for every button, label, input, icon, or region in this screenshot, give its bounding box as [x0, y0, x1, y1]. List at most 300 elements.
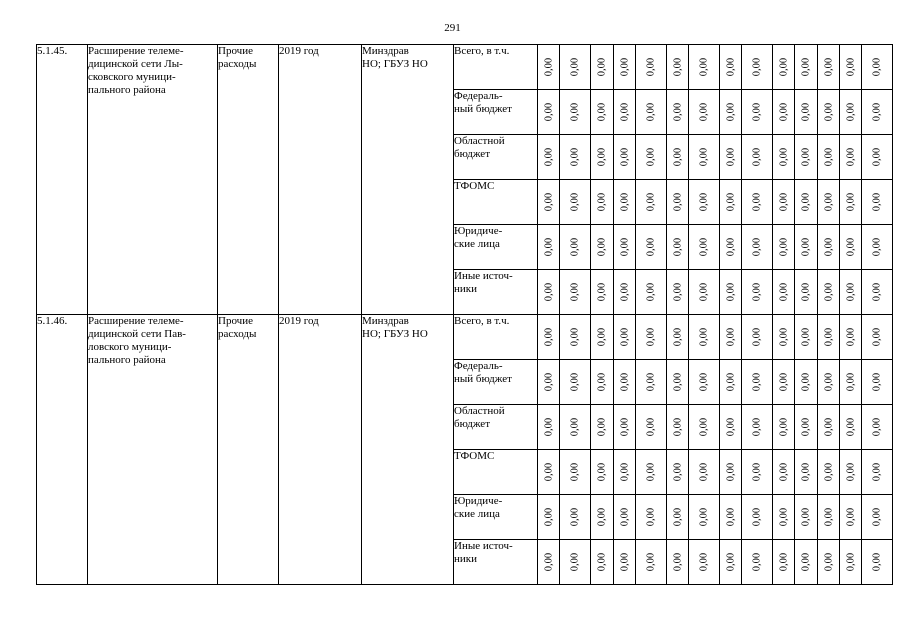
amount-value: 0,00: [871, 192, 883, 212]
amount-value: 0,00: [698, 552, 710, 572]
executor: Минздрав НО; ГБУЗ НО: [362, 45, 454, 315]
amount-cell: [773, 180, 795, 225]
amount-cell: [720, 360, 742, 405]
amount-cell: [667, 315, 689, 360]
amount-cell: [840, 405, 862, 450]
table-row: [37, 45, 893, 90]
amount-value: 0,00: [778, 147, 789, 167]
budget-table: [36, 44, 893, 585]
amount-cell: [818, 405, 840, 450]
amount-value: 0,00: [672, 57, 683, 77]
page-number: 291: [444, 22, 461, 34]
funding-source: Федераль- ный бюджет: [454, 90, 538, 135]
amount-value: 0,00: [645, 102, 657, 122]
amount-cell: [862, 135, 893, 180]
amount-value: 0,00: [823, 192, 834, 212]
amount-cell: [614, 180, 636, 225]
amount-cell: [689, 360, 720, 405]
amount-cell: [795, 405, 818, 450]
amount-value: 0,00: [596, 237, 608, 257]
amount-value: 0,00: [751, 57, 763, 77]
amount-value: 0,00: [596, 372, 608, 392]
amount-value: 0,00: [751, 462, 763, 482]
amount-cell: [538, 495, 560, 540]
amount-value: 0,00: [800, 147, 812, 167]
amount-value: 0,00: [725, 102, 736, 122]
amount-cell: [689, 45, 720, 90]
amount-value: 0,00: [725, 417, 736, 437]
amount-value: 0,00: [800, 237, 812, 257]
amount-value: 0,00: [596, 462, 608, 482]
amount-cell: [720, 45, 742, 90]
amount-cell: [636, 360, 667, 405]
amount-cell: [560, 225, 591, 270]
amount-value: 0,00: [619, 462, 630, 482]
amount-cell: [538, 405, 560, 450]
amount-value: 0,00: [645, 327, 657, 347]
amount-value: 0,00: [619, 147, 630, 167]
amount-cell: [742, 90, 773, 135]
amount-cell: [773, 90, 795, 135]
amount-value: 0,00: [672, 102, 683, 122]
amount-value: 0,00: [845, 237, 856, 257]
amount-value: 0,00: [845, 552, 856, 572]
amount-cell: [667, 90, 689, 135]
item-name: Расширение телеме- дицинской сети Лы- сковского муници- пального района: [88, 45, 218, 315]
funding-source: ТФОМС: [454, 180, 538, 225]
amount-cell: [667, 270, 689, 315]
amount-value: 0,00: [871, 282, 883, 302]
amount-cell: [614, 45, 636, 90]
amount-cell: [862, 45, 893, 90]
amount-value: 0,00: [645, 417, 657, 437]
amount-value: 0,00: [645, 372, 657, 392]
amount-value: 0,00: [751, 192, 763, 212]
amount-cell: [667, 180, 689, 225]
amount-value: 0,00: [543, 282, 554, 302]
amount-cell: [742, 315, 773, 360]
amount-cell: [795, 495, 818, 540]
amount-cell: [560, 315, 591, 360]
amount-cell: [742, 270, 773, 315]
amount-cell: [720, 315, 742, 360]
amount-cell: [636, 315, 667, 360]
amount-value: 0,00: [778, 237, 789, 257]
amount-cell: [614, 225, 636, 270]
amount-value: 0,00: [778, 507, 789, 527]
amount-value: 0,00: [871, 102, 883, 122]
amount-cell: [591, 135, 614, 180]
amount-cell: [560, 270, 591, 315]
amount-cell: [742, 45, 773, 90]
amount-value: 0,00: [778, 57, 789, 77]
amount-value: 0,00: [871, 147, 883, 167]
amount-cell: [818, 135, 840, 180]
amount-cell: [862, 540, 893, 585]
amount-cell: [862, 90, 893, 135]
amount-cell: [560, 495, 591, 540]
amount-value: 0,00: [569, 417, 581, 437]
amount-cell: [689, 180, 720, 225]
amount-cell: [591, 495, 614, 540]
amount-value: 0,00: [672, 552, 683, 572]
amount-value: 0,00: [569, 282, 581, 302]
amount-value: 0,00: [569, 237, 581, 257]
amount-cell: [840, 135, 862, 180]
amount-value: 0,00: [543, 327, 554, 347]
amount-value: 0,00: [645, 552, 657, 572]
amount-cell: [742, 540, 773, 585]
amount-cell: [773, 360, 795, 405]
amount-value: 0,00: [871, 462, 883, 482]
amount-cell: [667, 360, 689, 405]
amount-cell: [795, 360, 818, 405]
amount-value: 0,00: [845, 417, 856, 437]
year: 2019 год: [279, 45, 362, 315]
amount-cell: [689, 225, 720, 270]
amount-value: 0,00: [871, 552, 883, 572]
amount-cell: [614, 90, 636, 135]
amount-cell: [773, 450, 795, 495]
amount-value: 0,00: [543, 237, 554, 257]
amount-value: 0,00: [596, 507, 608, 527]
amount-value: 0,00: [698, 57, 710, 77]
amount-cell: [560, 450, 591, 495]
amount-value: 0,00: [800, 507, 812, 527]
amount-value: 0,00: [800, 327, 812, 347]
amount-cell: [636, 405, 667, 450]
amount-cell: [773, 315, 795, 360]
amount-cell: [614, 450, 636, 495]
amount-cell: [840, 540, 862, 585]
amount-value: 0,00: [672, 372, 683, 392]
amount-value: 0,00: [619, 507, 630, 527]
amount-value: 0,00: [823, 237, 834, 257]
amount-cell: [818, 225, 840, 270]
amount-value: 0,00: [543, 552, 554, 572]
amount-value: 0,00: [569, 102, 581, 122]
amount-cell: [614, 135, 636, 180]
amount-value: 0,00: [596, 327, 608, 347]
amount-cell: [795, 180, 818, 225]
amount-cell: [862, 360, 893, 405]
amount-cell: [795, 270, 818, 315]
amount-value: 0,00: [823, 462, 834, 482]
amount-cell: [742, 450, 773, 495]
amount-cell: [742, 360, 773, 405]
amount-cell: [538, 90, 560, 135]
amount-cell: [818, 45, 840, 90]
amount-cell: [818, 360, 840, 405]
amount-cell: [862, 225, 893, 270]
amount-value: 0,00: [800, 102, 812, 122]
amount-cell: [689, 450, 720, 495]
amount-value: 0,00: [725, 552, 736, 572]
amount-cell: [689, 405, 720, 450]
amount-value: 0,00: [619, 102, 630, 122]
amount-cell: [720, 450, 742, 495]
amount-value: 0,00: [725, 147, 736, 167]
amount-cell: [840, 225, 862, 270]
amount-cell: [614, 360, 636, 405]
amount-cell: [840, 315, 862, 360]
funding-source: Областной бюджет: [454, 135, 538, 180]
amount-value: 0,00: [871, 237, 883, 257]
amount-cell: [591, 315, 614, 360]
amount-cell: [667, 135, 689, 180]
amount-value: 0,00: [698, 417, 710, 437]
amount-value: 0,00: [569, 507, 581, 527]
amount-cell: [560, 135, 591, 180]
item-name: Расширение телеме- дицинской сети Пав- ловского муници- пального района: [88, 315, 218, 585]
funding-source: Всего, в т.ч.: [454, 45, 538, 90]
funding-source: Иные источ- ники: [454, 270, 538, 315]
amount-value: 0,00: [725, 327, 736, 347]
amount-value: 0,00: [619, 282, 630, 302]
funding-source: Федераль- ный бюджет: [454, 360, 538, 405]
amount-cell: [667, 45, 689, 90]
amount-cell: [840, 180, 862, 225]
amount-cell: [689, 495, 720, 540]
amount-cell: [636, 540, 667, 585]
amount-value: 0,00: [823, 327, 834, 347]
amount-cell: [636, 225, 667, 270]
amount-value: 0,00: [845, 507, 856, 527]
amount-cell: [795, 315, 818, 360]
amount-cell: [840, 495, 862, 540]
amount-cell: [614, 540, 636, 585]
amount-cell: [840, 90, 862, 135]
expense-type: Прочие расходы: [218, 45, 279, 315]
amount-cell: [636, 135, 667, 180]
amount-value: 0,00: [725, 507, 736, 527]
amount-cell: [773, 45, 795, 90]
amount-value: 0,00: [543, 462, 554, 482]
amount-value: 0,00: [645, 192, 657, 212]
amount-value: 0,00: [845, 57, 856, 77]
amount-cell: [795, 135, 818, 180]
amount-cell: [689, 315, 720, 360]
amount-value: 0,00: [569, 192, 581, 212]
amount-cell: [560, 540, 591, 585]
executor: Минздрав НО; ГБУЗ НО: [362, 315, 454, 585]
amount-value: 0,00: [845, 327, 856, 347]
amount-cell: [538, 45, 560, 90]
amount-value: 0,00: [871, 372, 883, 392]
amount-cell: [591, 540, 614, 585]
funding-source: Иные источ- ники: [454, 540, 538, 585]
amount-cell: [818, 495, 840, 540]
funding-source: Юридиче- ские лица: [454, 225, 538, 270]
amount-cell: [720, 405, 742, 450]
amount-value: 0,00: [672, 327, 683, 347]
amount-value: 0,00: [778, 372, 789, 392]
amount-cell: [636, 270, 667, 315]
amount-value: 0,00: [569, 57, 581, 77]
amount-value: 0,00: [569, 372, 581, 392]
amount-cell: [591, 45, 614, 90]
amount-cell: [636, 180, 667, 225]
amount-value: 0,00: [823, 57, 834, 77]
amount-value: 0,00: [845, 192, 856, 212]
amount-value: 0,00: [800, 417, 812, 437]
amount-cell: [538, 315, 560, 360]
amount-value: 0,00: [569, 327, 581, 347]
amount-value: 0,00: [725, 57, 736, 77]
amount-cell: [720, 225, 742, 270]
amount-value: 0,00: [823, 102, 834, 122]
amount-value: 0,00: [596, 147, 608, 167]
amount-cell: [795, 90, 818, 135]
amount-cell: [720, 180, 742, 225]
amount-cell: [742, 405, 773, 450]
amount-cell: [667, 405, 689, 450]
amount-value: 0,00: [645, 57, 657, 77]
amount-cell: [591, 360, 614, 405]
amount-cell: [773, 540, 795, 585]
amount-value: 0,00: [543, 102, 554, 122]
amount-value: 0,00: [871, 327, 883, 347]
amount-cell: [591, 180, 614, 225]
amount-cell: [591, 450, 614, 495]
amount-cell: [818, 90, 840, 135]
amount-value: 0,00: [800, 462, 812, 482]
amount-value: 0,00: [778, 417, 789, 437]
amount-cell: [636, 90, 667, 135]
amount-value: 0,00: [645, 462, 657, 482]
amount-cell: [538, 270, 560, 315]
amount-cell: [818, 180, 840, 225]
amount-cell: [560, 90, 591, 135]
amount-value: 0,00: [871, 57, 883, 77]
amount-value: 0,00: [596, 417, 608, 437]
amount-value: 0,00: [672, 507, 683, 527]
amount-value: 0,00: [800, 282, 812, 302]
amount-value: 0,00: [672, 147, 683, 167]
amount-value: 0,00: [543, 372, 554, 392]
amount-value: 0,00: [778, 552, 789, 572]
amount-cell: [720, 270, 742, 315]
amount-value: 0,00: [698, 192, 710, 212]
amount-cell: [840, 45, 862, 90]
amount-cell: [818, 270, 840, 315]
amount-cell: [591, 225, 614, 270]
amount-value: 0,00: [778, 462, 789, 482]
funding-source: Юридиче- ские лица: [454, 495, 538, 540]
amount-cell: [538, 180, 560, 225]
amount-cell: [720, 135, 742, 180]
amount-value: 0,00: [619, 552, 630, 572]
amount-cell: [742, 180, 773, 225]
amount-cell: [636, 495, 667, 540]
amount-value: 0,00: [543, 147, 554, 167]
amount-value: 0,00: [845, 282, 856, 302]
amount-value: 0,00: [778, 327, 789, 347]
amount-value: 0,00: [569, 147, 581, 167]
amount-value: 0,00: [725, 462, 736, 482]
amount-value: 0,00: [698, 237, 710, 257]
amount-value: 0,00: [778, 102, 789, 122]
amount-value: 0,00: [619, 327, 630, 347]
amount-cell: [862, 450, 893, 495]
amount-cell: [538, 360, 560, 405]
year: 2019 год: [279, 315, 362, 585]
amount-cell: [862, 495, 893, 540]
amount-cell: [795, 450, 818, 495]
amount-cell: [591, 90, 614, 135]
amount-value: 0,00: [823, 282, 834, 302]
amount-cell: [818, 540, 840, 585]
amount-cell: [840, 450, 862, 495]
amount-cell: [720, 90, 742, 135]
amount-value: 0,00: [698, 462, 710, 482]
amount-cell: [614, 315, 636, 360]
amount-value: 0,00: [800, 372, 812, 392]
amount-cell: [538, 450, 560, 495]
amount-cell: [742, 135, 773, 180]
amount-cell: [667, 225, 689, 270]
amount-value: 0,00: [751, 102, 763, 122]
amount-cell: [862, 315, 893, 360]
amount-value: 0,00: [672, 237, 683, 257]
table-row: [37, 315, 893, 360]
amount-value: 0,00: [698, 327, 710, 347]
funding-source: ТФОМС: [454, 450, 538, 495]
amount-value: 0,00: [751, 372, 763, 392]
amount-value: 0,00: [725, 237, 736, 257]
amount-cell: [720, 495, 742, 540]
amount-value: 0,00: [751, 507, 763, 527]
amount-cell: [773, 225, 795, 270]
amount-cell: [636, 450, 667, 495]
amount-value: 0,00: [698, 372, 710, 392]
amount-cell: [591, 405, 614, 450]
amount-value: 0,00: [778, 192, 789, 212]
amount-cell: [689, 540, 720, 585]
amount-value: 0,00: [871, 507, 883, 527]
amount-cell: [742, 225, 773, 270]
amount-cell: [773, 270, 795, 315]
amount-cell: [742, 495, 773, 540]
amount-value: 0,00: [823, 417, 834, 437]
amount-value: 0,00: [596, 192, 608, 212]
amount-value: 0,00: [751, 147, 763, 167]
amount-value: 0,00: [543, 507, 554, 527]
amount-cell: [862, 405, 893, 450]
amount-value: 0,00: [871, 417, 883, 437]
amount-cell: [636, 45, 667, 90]
amount-value: 0,00: [619, 417, 630, 437]
amount-value: 0,00: [751, 237, 763, 257]
amount-cell: [538, 135, 560, 180]
amount-value: 0,00: [823, 372, 834, 392]
amount-cell: [689, 90, 720, 135]
amount-value: 0,00: [645, 147, 657, 167]
amount-cell: [818, 450, 840, 495]
amount-value: 0,00: [823, 147, 834, 167]
amount-cell: [689, 135, 720, 180]
amount-value: 0,00: [725, 192, 736, 212]
amount-cell: [667, 495, 689, 540]
funding-source: Областной бюджет: [454, 405, 538, 450]
amount-value: 0,00: [672, 192, 683, 212]
amount-cell: [773, 135, 795, 180]
amount-value: 0,00: [725, 282, 736, 302]
amount-value: 0,00: [800, 57, 812, 77]
amount-cell: [773, 405, 795, 450]
amount-cell: [862, 270, 893, 315]
amount-value: 0,00: [619, 192, 630, 212]
